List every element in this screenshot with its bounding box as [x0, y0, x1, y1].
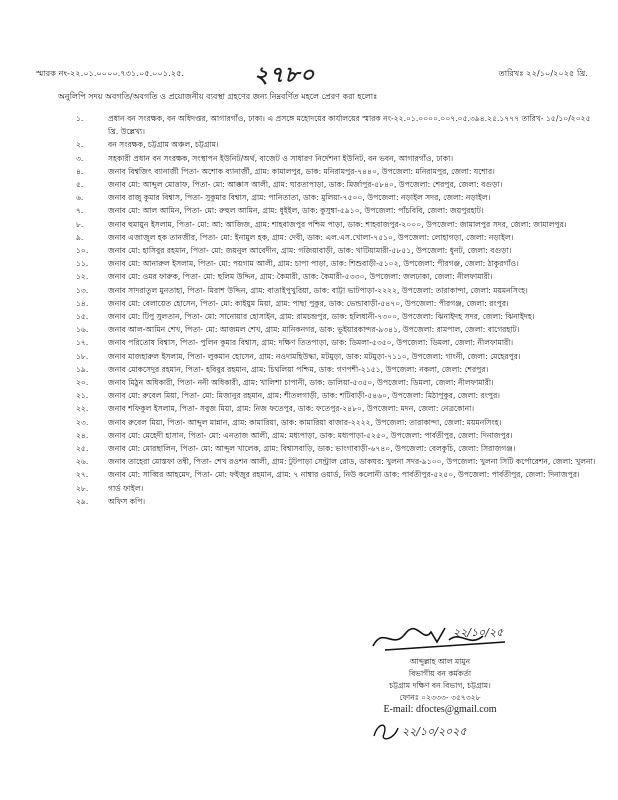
list-item-text: জনাব পরিতোষ বিশ্বাস, পিতা- পুলিন কুমার বিশ্বাস, গ্রাম: দক্ষিণ তিতপাড়া, ডাক: ডিমলা-৫৩৫০, উপজেলা: ডিমলা, জেলা: নীলফামারী।	[108, 338, 514, 348]
recipient-list	[76, 112, 600, 508]
memo-date: তারিখঃ ২২/১০/২০২৫ খ্রি.	[498, 68, 588, 78]
list-item-number: ১১.	[76, 259, 89, 269]
list-item-number: ৬.	[76, 193, 84, 203]
list-item-number: ১২.	[76, 272, 89, 282]
list-item	[76, 231, 600, 244]
list-item-number: ৫.	[76, 180, 84, 190]
list-item-text: জনাব মো: রুবেল মিয়া, পিতা- মো: মিজানুর রহমান, গ্রাম: শীতলগাড়ী, ডাক: শটিবাড়ী-৫৪৬০, উপজেলা: মিঠাপুকুর, জেলা: রংপুর।	[108, 391, 500, 401]
list-item-number: ২৭.	[76, 470, 89, 480]
list-item-number: ৮.	[76, 219, 84, 229]
list-item	[76, 284, 600, 297]
list-item-text: জনাব আল-আমিন শেখ, পিতা- মো: আজমল শেখ, গ্রাম: মানিকনগর, ডাক: ভূইয়ারকান্দর-৯৩৪১, উপজেলা: রামপাল, জেলা: বাগেরহাট।	[108, 325, 520, 335]
list-item-text: জনাব শফিকুল ইসলাম, পিতা- সবুজ মিয়া, গ্রাম: নিজ ফতেপুর, ডাক: ফতেপুর-২৪৮০, উপজেলা: মদন, জেলা: নেত্রকোনা।	[108, 404, 475, 414]
list-item-text: জনাব রাজু কুমার বিশ্বাস, পিতা- সুকুমার বিশ্বাস, গ্রাম: পানিতাতা, ডাক: মুলিয়া-৭৫০০, উপজেলা: নড়াইল সদর, জেলা: নড়াইল।	[108, 193, 491, 203]
signatory-phone: ফোনঃ ০২৩৩৩- ৩৫৭৩২৮	[399, 693, 481, 702]
list-item-text: জনাব মো: হাসিবুর রহমান, পিতা- মো: জয়নুল আবেদীন, গ্রাম: গজিয়াবাড়ী, ডাক: খাটিয়ামারী-৫৮৫১, উপজেলা: ধুনট, জেলা: বগুড়া।	[108, 246, 512, 256]
list-item-number: ২৫.	[76, 444, 89, 454]
list-item	[76, 297, 600, 310]
list-item-text: জনাব মো: আল আমিন, পিতা- মো: রুহুল আমিন, গ্রাম: ধুইইল, ডাক: কুসুম্বা-৫৯১০, উপজেলা: পাঁচবিবি, জেলা: জয়পুরহাট।	[108, 206, 484, 216]
list-item	[76, 204, 600, 217]
list-item-number: ২২.	[76, 404, 89, 414]
list-item-text: জনাব মো: মোরছালিন, পিতা- মো: আব্দুল খালেক, গ্রাম: বিশ্বাসবাড়ি, ডাক: ভাংগাবাড়ী-৬৭৪০, উপজেলা: বেলকুচি, জেলা: সিরাজগঞ্জ।	[108, 444, 516, 454]
list-item	[76, 218, 600, 231]
list-item	[76, 257, 600, 270]
list-item	[76, 138, 600, 151]
list-item-text: গার্ড ফাইল।	[108, 483, 144, 493]
list-item	[76, 495, 600, 508]
list-item-text: জনাব মো: ওমর ফারুক, পিতা- মো: ছলিম উদ্দিন, গ্রাম: কৈমারী, ডাক: কৈমারী-৫৩৩০, উপজেলা: জলঢাকা, জেলা: নীলফামারী।	[108, 272, 493, 282]
signatory-email: E-mail: dfoctes@gmail.com	[383, 704, 497, 715]
list-item-number: ১৭.	[76, 338, 89, 348]
list-item-text: জনাব রুবেল মিয়া, পিতা- আব্দুল মান্নান, গ্রাম: কামারিয়া, ডাক: কামারিয়া বাজার-২২২২, উপজেলা: তারাকান্দা, জেলা: ময়মনসিংহ।	[108, 417, 502, 427]
list-item-text: প্রধান বন সংরক্ষক, বন অধিদপ্তর, আগারগাঁও, ঢাকা। এ প্রসঙ্গে মহোদয়ের কার্যালয়ের স্মারক নং-২২.০১.০০০০.০০৭.০৫.৩৯৪.২৫.১৭৭৭ তারিখ- ১৫/১০/২০২৫ খ্রি. উল্লেখ্য।	[108, 114, 591, 137]
signature-mark	[365, 620, 515, 656]
memo-number: স্মারক নং-২২.০১.০০০০.৭৩১.০৫.০০১.২৫.	[36, 68, 184, 78]
list-item-number: ২.	[76, 140, 84, 150]
list-item-number: ২৪.	[76, 430, 89, 440]
list-item-text: জনাব হুমায়ুন ইসলাম, পিতা- মো: আ: আজিজ, গ্রাম: শাহবাজপুর পশ্চিম পাড়া, ডাক: শাহবাজপুর-২০০০, উপজেলা: জামালপুর সদর, জেলা: জামালপুর।	[108, 219, 567, 229]
list-item	[76, 323, 600, 336]
list-item	[76, 389, 600, 402]
list-item	[76, 442, 600, 455]
memo-handwritten-number: ২৭৮০	[254, 62, 316, 88]
list-item	[76, 336, 600, 349]
signatory-title: বিভাগীয় বন কর্মকর্তা	[408, 669, 472, 678]
list-item-number: ২৬.	[76, 457, 89, 467]
list-item-text: জনাব মিঠুন অধিকারী, পিতা- ননী অধিকারী, গ্রাম: খালিশা চাপানী, ডাক: ডালিয়া-৫৩৫০, উপজেলা: ডিমলা, জেলা: নীলফামারী।	[108, 378, 494, 388]
list-item-number: ২৯.	[76, 496, 89, 506]
list-item-text: জনাব মো: টিপু সুলতান, পিতা- মো: সানোয়ার হোসাইন, গ্রাম: রামচন্দ্রপুর, ডাক: হলিধানী-৭৩০০, উপজেলা: ঝিনাইদহ সদর, জেলা: ঝিনাইদহ।	[108, 312, 535, 322]
list-item	[76, 191, 600, 204]
list-item-text: জনাব মো: বেলায়েত হোসেন, পিতা- মো: কাইয়ুম মিয়া, গ্রাম: পাছা পুকুর, ডাক: ভেন্ডাবাড়ী-৫৪৭০, উপজেলা: পীরগঞ্জ, জেলা: রংপুর।	[108, 298, 509, 308]
list-item-number: ১০.	[76, 246, 89, 256]
list-item	[76, 244, 600, 257]
list-item	[76, 416, 600, 429]
list-item-number: ২৮.	[76, 483, 89, 493]
list-item	[76, 363, 600, 376]
list-item	[76, 350, 600, 363]
list-item	[76, 455, 600, 468]
list-item-number: ৪.	[76, 166, 84, 176]
initials-date: ২২/১০/২০২৫	[402, 725, 467, 738]
list-item-number: ১৫.	[76, 312, 89, 322]
initials-mark	[368, 718, 478, 744]
list-item-number: ১৩.	[76, 285, 89, 295]
list-item-text: জনাব মো: মেহেদী হাসান, পিতা- মো: এনতাজ আলী, গ্রাম: মধ্যপাড়া, ডাক: মধ্যপাড়া-৫২৫০, উপজেলা: পার্বতীপুর, জেলা: দিনাজপুর।	[108, 430, 513, 440]
memo-header	[36, 62, 588, 88]
list-item	[76, 270, 600, 283]
list-item	[76, 310, 600, 323]
list-item-number: ৯.	[76, 232, 84, 242]
signature-date: ২২/১০/২৫	[453, 626, 504, 639]
list-item-number: ২০.	[76, 378, 89, 388]
list-item-number: ১৪.	[76, 298, 89, 308]
list-item-text: অফিস কপি।	[108, 496, 146, 506]
list-item-number: ১৬.	[76, 325, 89, 335]
list-item	[76, 402, 600, 415]
list-item	[76, 112, 600, 138]
list-item	[76, 152, 600, 165]
list-item-text: জনাব মো: আব্দুল মোত্তাফ, পিতা- মো: আক্কাস আলী, গ্রাম: ঘারতাপাড়া, ডাক: মির্জাপুর-৫৮৪০, উপজেলা: শেরপুর, জেলা: বগুড়া।	[108, 180, 503, 190]
list-item-text: বন সংরক্ষক, চট্টগ্রাম অঞ্চল, চট্টগ্রাম।	[108, 140, 219, 150]
list-item	[76, 482, 600, 495]
list-item-number: ১.	[76, 114, 84, 123]
intro-text: অনুলিপি সদয় অবগতি/অবগতি ও প্রয়োজনীয় ব্যবস্থা গ্রহণের জন্য নিম্নবর্ণিত মহলে প্রেরণ করা হলোঃ	[58, 92, 378, 101]
list-item-text: জনাব এজাজুল হক তানজীর, পিতা- মো: ইনামুল হক, গ্রাম: দেবী, ডাক: এল.এস.খোলা-৭৫১০, উপজেলা: লোহাগড়া, জেলা: নড়াইল।	[108, 232, 514, 242]
signatory-office: চট্টগ্রাম দক্ষিণ বন বিভাগ, চট্টগ্রাম।	[389, 681, 491, 690]
signature-block	[340, 620, 540, 744]
signatory-name: আব্দুল্লাহ আল মামুন	[409, 657, 471, 666]
list-item-number: ৩.	[76, 153, 84, 163]
list-item-number: ১৯.	[76, 364, 89, 374]
list-item-text: জনাব মাজহারুল ইসলাম, পিতা- লুকমান হোসেন, গ্রাম: নওদামহিউদ্ধা, মটমুড়া, ডাক: মটমুড়া-৭১১০, উপজেলা: গাংনী, জেলা: মেহেরপুর।	[108, 351, 521, 361]
list-item	[76, 165, 600, 178]
list-item-text: জনাব বিশ্বজিৎ ব্যানার্জী পিতা- অশোক ব্যানার্জী, গ্রাম: কামালপুর, ডাক: মনিরামপুর-৭৪৪০, উপজেলা: মনিরামপুর, জেলা: যশোর।	[108, 166, 495, 176]
list-item	[76, 178, 600, 191]
list-item-number: ১৮.	[76, 351, 89, 361]
list-item-text: জনাব তাহেরা মোস্তফা তন্বী, পিতা- শেখ রওশন আলী, গ্রাম: টুটপাড়া সেন্ট্রাল রোড, ডাকঘর: খুলনা সদর-৯১০০, উপজেলা: খুলনা সিটি কর্পোরেশন, জেলা: খুলনা।	[108, 457, 596, 467]
list-item-text: জনাব মোকসেদুর রহমান, পিতা- হবিবুর রহমান, গ্রাম: চিথলিয়া পশ্চিম, ডাক: গণপশী-২১৫১, উপজেলা: নকলা, জেলা: শেরপুর।	[108, 364, 489, 374]
list-item-text: জনাব মো: আনারুল ইসলাম, পিতা- মো: পয়গাম আলী, গ্রাম: চাপা পাড়া, ডাক: শিশুবাড়ী-৫১০২, উপজেলা: পীরগঞ্জ, জেলা: ঠাকুরগাঁও।	[108, 259, 519, 269]
list-item	[76, 376, 600, 389]
list-item-number: ৭.	[76, 206, 84, 216]
list-item-text: সহকারী প্রধান বন সংরক্ষক, সংস্থাপন ইউনিট/অর্থ, বাজেট ও সাধারণ নির্দেশনা ইউনিট, বন ভবন, আগারগাঁও, ঢাকা।	[108, 153, 454, 163]
list-item-number: ২১.	[76, 391, 89, 401]
list-item	[76, 468, 600, 481]
list-item-text: জনাব মো: সাব্বির আহমেদ, পিতা- মো: ফইজুর রহমান, গ্রাম: ৭ নাম্বার ওয়ার্ড, নিউ কলোনী ডাক: পার্বতীপুর-৫২৫০, উপজেলা: পার্বতীপুর, জেলা: দিনাজপুর।	[108, 470, 580, 480]
list-item-number: ২৩.	[76, 417, 89, 427]
list-item-text: জনাব সাদরাতুল মুনতাহা, পিতা- মিরাশ উদ্দিন, গ্রাম: বাতাইপুখুরিয়া, ডাক: বাট্টা ভাটপাড়া-২২২২, উপজেলা: তারাকান্দা, জেলা: ময়মনসিংহ।	[108, 285, 528, 295]
list-item	[76, 429, 600, 442]
